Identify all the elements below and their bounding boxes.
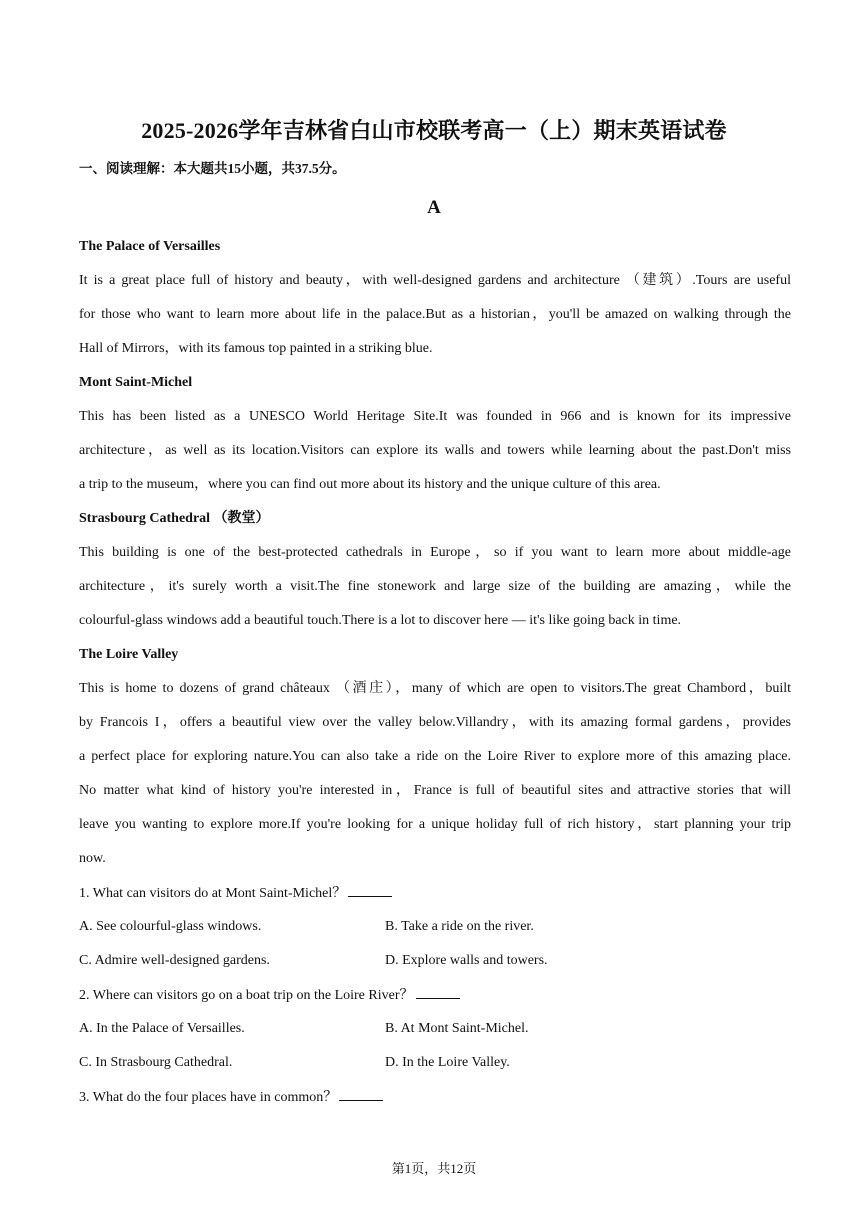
question-2: [79, 984, 791, 1018]
page-footer: 第1页，共12页: [391, 1161, 477, 1176]
part-letter: A: [427, 197, 441, 218]
options-row: [79, 950, 791, 984]
passage-line: No matter what kind of history you're interested in，France is full of beautiful sites and attractive stories that will: [79, 783, 791, 798]
passage-line: Hall of Mirrors，with its famous top painted in a striking blue.: [79, 341, 433, 356]
passage-line: for those who want to learn more about life in the palace.But as a historian，you'll be amazed on walking through the: [79, 307, 791, 322]
subheading-versailles: The Palace of Versailles: [79, 239, 221, 254]
question-3: [79, 1086, 791, 1120]
passage-line: This is home to dozens of grand châteaux （酒庄），many of which are open to visitors.The great Chambord，built: [79, 681, 791, 696]
subheading-mont-saint-michel: Mont Saint-Michel: [79, 375, 193, 390]
options-row: [79, 1018, 791, 1052]
answer-blank[interactable]: [416, 984, 460, 999]
passage-line: leave you wanting to explore more.If you're looking for a unique holiday full of rich history，start planning your trip: [79, 817, 791, 832]
question-stem: 3. What do the four places have in common？: [79, 1090, 338, 1105]
passage-line: This has been listed as a UNESCO World Heritage Site.It was founded in 966 and is known for its impressive: [79, 409, 791, 424]
question-stem: 1. What can visitors do at Mont Saint-Michel？: [79, 886, 347, 901]
option-d[interactable]: D. Explore walls and towers.: [385, 953, 548, 968]
passage-line: a trip to the museum，where you can find out more about its history and the unique culture of this area.: [79, 477, 661, 492]
subheading-loire-valley: The Loire Valley: [79, 647, 179, 662]
options-row: [79, 916, 791, 950]
option-d[interactable]: D. In the Loire Valley.: [385, 1055, 510, 1070]
question-stem: 2. Where can visitors go on a boat trip on the Loire River？: [79, 988, 414, 1003]
exam-title: 2025-2026学年吉林省白山市校联考高一（上）期末英语试卷: [141, 118, 727, 143]
passage-line: architecture，as well as its location.Visitors can explore its walls and towers while learning about the past.Don't miss: [79, 443, 791, 458]
question-1: [79, 882, 791, 916]
option-c[interactable]: C. In Strasbourg Cathedral.: [79, 1055, 233, 1070]
reading-content: [79, 236, 791, 1120]
passage-line: architecture，it's surely worth a visit.The fine stonework and large size of the building are amazing，while the: [79, 579, 791, 594]
option-b[interactable]: B. At Mont Saint-Michel.: [385, 1021, 529, 1036]
passage-line: now.: [79, 851, 106, 866]
subheading-strasbourg: Strasbourg Cathedral （教堂）: [79, 511, 270, 526]
passage-line: by Francois I，offers a beautiful view over the valley below.Villandry，with its amazing formal gardens，provides: [79, 715, 791, 730]
passage-line: colourful-glass windows add a beautiful touch.There is a lot to discover here — it's like going back in time.: [79, 613, 682, 628]
answer-blank[interactable]: [348, 882, 392, 897]
option-a[interactable]: A. In the Palace of Versailles.: [79, 1021, 245, 1036]
section-heading: 一、阅读理解：本大题共15小题，共37.5分。: [79, 161, 346, 176]
option-a[interactable]: A. See colourful-glass windows.: [79, 919, 262, 934]
option-b[interactable]: B. Take a ride on the river.: [385, 919, 534, 934]
options-row: [79, 1052, 791, 1086]
passage-line: This building is one of the best-protected cathedrals in Europe，so if you want to learn more about middle-age: [79, 545, 791, 560]
answer-blank[interactable]: [339, 1086, 383, 1101]
passage-line: a perfect place for exploring nature.You can also take a ride on the Loire River to explore more of this amazing place.: [79, 749, 791, 764]
passage-line: It is a great place full of history and beauty，with well-designed gardens and architecture （建筑）.Tours are useful: [79, 273, 791, 288]
option-c[interactable]: C. Admire well-designed gardens.: [79, 953, 270, 968]
